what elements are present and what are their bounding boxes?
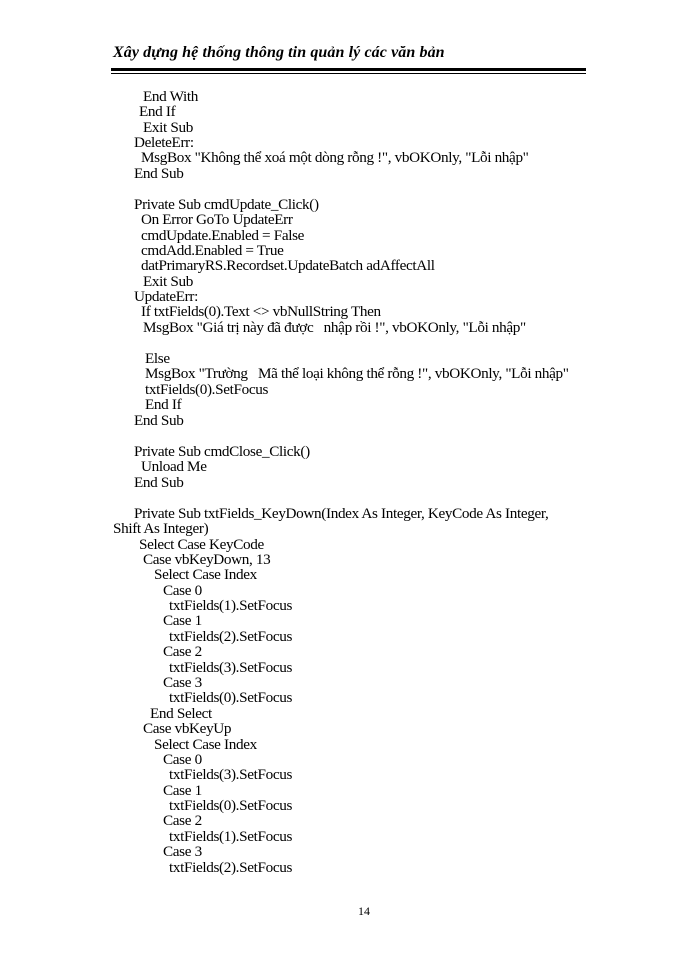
code-line: MsgBox "Không thể xoá một dòng rỗng !", vbOKOnly, "Lỗi nhập" <box>141 149 529 166</box>
code-line: If txtFields(0).Text <> vbNullString Then <box>141 303 381 320</box>
code-line: datPrimaryRS.Recordset.UpdateBatch adAffectAll <box>141 257 435 274</box>
code-line: Exit Sub <box>143 119 193 136</box>
code-line: End If <box>139 103 176 120</box>
code-line: Else <box>145 350 170 367</box>
code-line: txtFields(3).SetFocus <box>169 659 293 676</box>
code-line: End Sub <box>134 165 184 182</box>
code-line: txtFields(1).SetFocus <box>169 828 293 845</box>
page-number: 14 <box>358 904 370 918</box>
code-line: End If <box>145 396 182 413</box>
code-line: Private Sub cmdUpdate_Click() <box>134 196 319 213</box>
code-line: Select Case Index <box>154 736 257 753</box>
page-header-title: Xây dựng hệ thống thông tin quản lý các văn bản <box>113 44 445 61</box>
code-line: On Error GoTo UpdateErr <box>141 211 293 228</box>
header-rule-thick <box>111 68 586 71</box>
code-line: End Select <box>150 705 212 722</box>
code-line: DeleteErr: <box>134 134 194 151</box>
code-line: Private Sub txtFields_KeyDown(Index As Integer, KeyCode As Integer, <box>134 505 549 522</box>
code-line: txtFields(2).SetFocus <box>169 859 293 876</box>
code-line: cmdUpdate.Enabled = False <box>141 227 305 244</box>
code-line: Case 1 <box>163 612 202 629</box>
code-line: End With <box>143 88 198 105</box>
code-line: Select Case KeyCode <box>139 536 264 553</box>
code-line: End Sub <box>134 474 184 491</box>
code-line: txtFields(0).SetFocus <box>145 381 269 398</box>
code-line: MsgBox "Giá trị này đã được nhập rồi !", vbOKOnly, "Lỗi nhập" <box>143 319 526 336</box>
code-line: Case 1 <box>163 782 202 799</box>
code-line: txtFields(3).SetFocus <box>169 766 293 783</box>
code-line: Unload Me <box>141 458 207 475</box>
code-line: txtFields(1).SetFocus <box>169 597 293 614</box>
code-line: Case 2 <box>163 812 202 829</box>
code-line: Case 3 <box>163 843 202 860</box>
code-line: Shift As Integer) <box>113 520 209 537</box>
code-line: txtFields(0).SetFocus <box>169 797 293 814</box>
code-line: Case 0 <box>163 751 202 768</box>
code-line: Case vbKeyDown, 13 <box>143 551 271 568</box>
code-line: Case 3 <box>163 674 202 691</box>
code-line: txtFields(0).SetFocus <box>169 689 293 706</box>
code-line: cmdAdd.Enabled = True <box>141 242 284 259</box>
code-line: Case 2 <box>163 643 202 660</box>
header-rule-thin <box>111 73 586 74</box>
code-line: Private Sub cmdClose_Click() <box>134 443 310 460</box>
code-line: Exit Sub <box>143 273 193 290</box>
code-line: txtFields(2).SetFocus <box>169 628 293 645</box>
code-line: Select Case Index <box>154 566 257 583</box>
code-line: End Sub <box>134 412 184 429</box>
code-line: UpdateErr: <box>134 288 198 305</box>
code-line: MsgBox "Trường Mã thể loại không thể rỗng !", vbOKOnly, "Lỗi nhập" <box>145 365 569 382</box>
code-line: Case vbKeyUp <box>143 720 232 737</box>
code-line: Case 0 <box>163 582 202 599</box>
